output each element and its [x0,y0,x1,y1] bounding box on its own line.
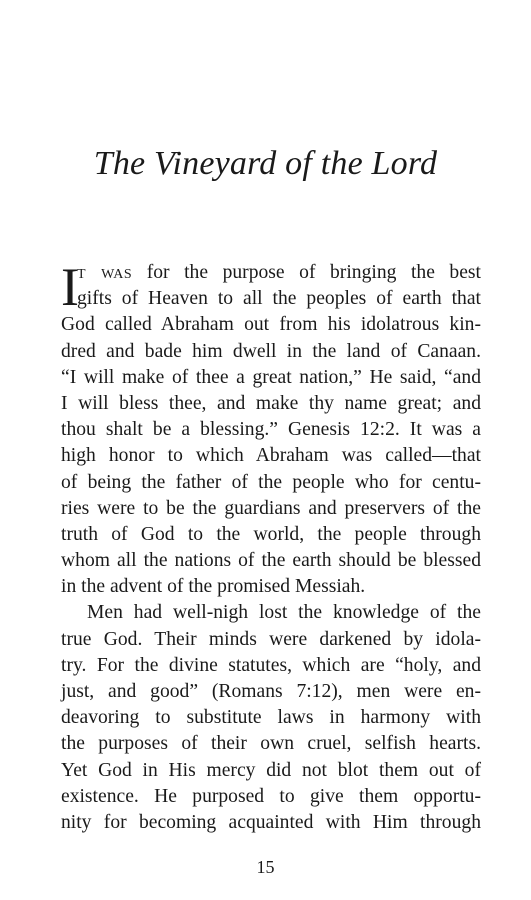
text-line: true God. Their minds were darkened by idola- [61,628,481,650]
page-number: 15 [256,857,275,877]
text-line: “I will make of thee a great nation,” He said, “and [61,366,481,388]
text-line: ries were to be the guardians and preservers of the [61,497,481,519]
text-line: in the advent of the promised Messiah. [61,576,366,598]
text-line: just, and good” (Romans 7:12), men were en- [61,681,481,702]
text-line: existence. He purposed to give them opportu- [61,785,481,807]
text-line: thou shalt be a blessing.” Genesis 12:2. It was a [61,419,481,441]
text-line: God called Abraham out from his idolatrous kin- [61,314,481,336]
opening-smallcaps: t was [77,262,133,283]
text-line-rest: for the purpose of bringing the best [132,262,481,283]
text-line: dred and bade him dwell in the land of Canaan. [61,340,481,362]
text-line: the purposes of their own cruel, selfish hearts. [61,733,481,755]
text-line: of being the father of the people who for centu- [61,471,481,493]
text-line [61,260,481,286]
text-line: try. For the divine statutes, which are “holy, and [61,654,481,676]
text-line: I will bless thee, and make thy name great; and [61,392,481,414]
text-line: deavoring to substitute laws in harmony with [61,707,481,729]
text-line: nity for becoming acquainted with Him through [61,811,481,833]
text-line: Yet God in His mercy did not blot them out of [61,759,481,781]
text-line: truth of God to the world, the people through [61,523,481,545]
chapter-title: The Vineyard of the Lord [93,145,438,182]
drop-cap: I [61,257,79,317]
text-line: whom all the nations of the earth should be blessed [61,550,481,572]
text-line: high honor to which Abraham was called—that [61,445,481,467]
body-text [61,257,481,836]
text-line: gifts of Heaven to all the peoples of earth that [77,288,481,310]
text-line: Men had well-nigh lost the knowledge of the [87,602,481,624]
